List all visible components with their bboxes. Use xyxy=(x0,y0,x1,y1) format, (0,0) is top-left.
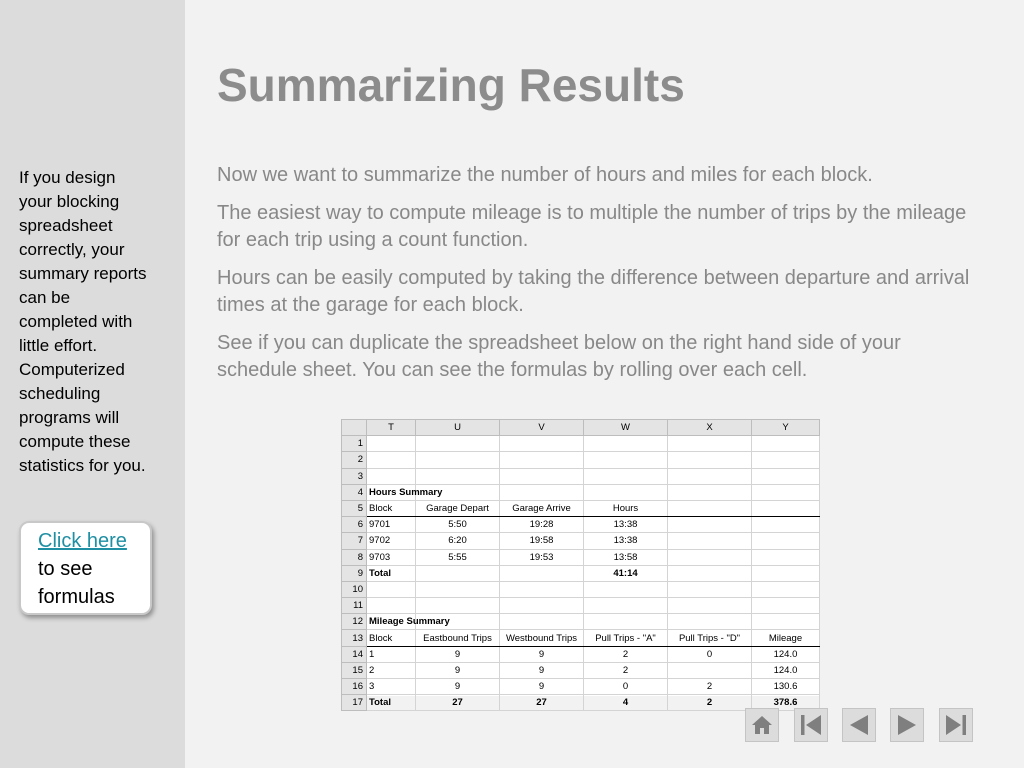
table-cell xyxy=(668,484,752,500)
table-cell xyxy=(367,452,416,468)
table-cell: 9701 xyxy=(367,517,416,533)
table-cell: 0 xyxy=(584,679,668,695)
table-cell: 2 xyxy=(584,646,668,662)
table-row xyxy=(342,581,820,597)
table-cell: 1 xyxy=(367,646,416,662)
table-cell: 9 xyxy=(500,646,584,662)
row-number: 17 xyxy=(342,695,367,711)
table-row xyxy=(342,484,820,500)
spreadsheet-image xyxy=(341,419,819,709)
nav-last-button[interactable] xyxy=(939,708,973,742)
table-cell xyxy=(668,598,752,614)
column-header: T xyxy=(367,420,416,436)
paragraph: See if you can duplicate the spreadsheet below on the right hand side of your schedule sheet. You can see the formulas by rolling over each cell. xyxy=(217,332,901,381)
table-row xyxy=(342,500,820,516)
formulas-callout xyxy=(19,521,152,615)
table-cell: Block xyxy=(367,500,416,516)
table-cell: Hours xyxy=(584,500,668,516)
table-cell xyxy=(752,581,820,597)
nav-next-button[interactable] xyxy=(890,708,924,742)
table-cell: Mileage xyxy=(752,630,820,646)
row-number: 12 xyxy=(342,614,367,630)
table-cell: 13:38 xyxy=(584,533,668,549)
row-number: 6 xyxy=(342,517,367,533)
column-header: Y xyxy=(752,420,820,436)
table-cell: 6:20 xyxy=(416,533,500,549)
table-cell xyxy=(752,598,820,614)
table-cell: Mileage Summary xyxy=(367,614,416,630)
row-number: 14 xyxy=(342,646,367,662)
spreadsheet-body xyxy=(342,436,820,711)
table-cell xyxy=(367,598,416,614)
table-cell xyxy=(668,533,752,549)
table-cell xyxy=(668,468,752,484)
table-cell: 41:14 xyxy=(584,565,668,581)
table-cell: 9702 xyxy=(367,533,416,549)
body-text xyxy=(217,162,977,395)
table-cell xyxy=(668,452,752,468)
table-cell: 5:55 xyxy=(416,549,500,565)
table-cell xyxy=(500,484,584,500)
table-cell xyxy=(752,452,820,468)
row-number: 9 xyxy=(342,565,367,581)
table-cell: Pull Trips - "D" xyxy=(668,630,752,646)
table-cell xyxy=(500,468,584,484)
table-cell: 9703 xyxy=(367,549,416,565)
nav-previous-button[interactable] xyxy=(842,708,876,742)
table-cell: Total xyxy=(367,695,416,711)
table-row xyxy=(342,598,820,614)
table-cell xyxy=(752,565,820,581)
table-cell: 9 xyxy=(500,679,584,695)
table-cell: 19:53 xyxy=(500,549,584,565)
table-cell: 3 xyxy=(367,679,416,695)
table-cell xyxy=(416,452,500,468)
table-cell: 5:50 xyxy=(416,517,500,533)
row-number: 8 xyxy=(342,549,367,565)
table-cell: 124.0 xyxy=(752,646,820,662)
paragraph: The easiest way to compute mileage is to multiple the number of trips by the mileage for each trip using a count function. xyxy=(217,202,967,251)
table-cell xyxy=(668,565,752,581)
table-cell: 19:58 xyxy=(500,533,584,549)
table-row xyxy=(342,646,820,662)
table-cell xyxy=(668,549,752,565)
row-number: 10 xyxy=(342,581,367,597)
row-number: 16 xyxy=(342,679,367,695)
table-row xyxy=(342,614,820,630)
table-cell xyxy=(752,436,820,452)
click-here-link[interactable]: Click here xyxy=(38,530,127,552)
table-cell: Block xyxy=(367,630,416,646)
table-cell xyxy=(584,452,668,468)
table-cell xyxy=(584,436,668,452)
table-cell: 378.6 xyxy=(752,695,820,711)
table-cell xyxy=(668,581,752,597)
row-number: 3 xyxy=(342,468,367,484)
table-cell xyxy=(752,517,820,533)
table-cell: Westbound Trips xyxy=(500,630,584,646)
click-here-suffix: to see formulas xyxy=(38,558,115,608)
table-cell xyxy=(668,436,752,452)
table-cell xyxy=(367,581,416,597)
row-number: 1 xyxy=(342,436,367,452)
table-cell xyxy=(584,484,668,500)
table-cell: Eastbound Trips xyxy=(416,630,500,646)
column-header: V xyxy=(500,420,584,436)
row-number: 11 xyxy=(342,598,367,614)
table-cell: 2 xyxy=(668,695,752,711)
nav-home-button[interactable] xyxy=(745,708,779,742)
table-cell: 27 xyxy=(416,695,500,711)
table-row xyxy=(342,533,820,549)
table-row xyxy=(342,630,820,646)
home-icon xyxy=(746,709,778,741)
table-cell: 2 xyxy=(584,662,668,678)
table-cell xyxy=(500,436,584,452)
table-cell: Garage Arrive xyxy=(500,500,584,516)
table-cell xyxy=(416,436,500,452)
table-cell xyxy=(367,468,416,484)
table-cell: 13:38 xyxy=(584,517,668,533)
nav-first-button[interactable] xyxy=(794,708,828,742)
table-cell xyxy=(752,500,820,516)
sidebar xyxy=(0,0,185,768)
table-row xyxy=(342,565,820,581)
table-cell xyxy=(500,565,584,581)
corner-cell xyxy=(342,420,367,436)
table-cell: 124.0 xyxy=(752,662,820,678)
table-row xyxy=(342,436,820,452)
table-cell: 130.6 xyxy=(752,679,820,695)
row-number: 2 xyxy=(342,452,367,468)
table-cell xyxy=(668,500,752,516)
table-cell xyxy=(668,614,752,630)
table-row xyxy=(342,452,820,468)
paragraph: Now we want to summarize the number of hours and miles for each block. xyxy=(217,164,873,186)
page-title: Summarizing Results xyxy=(217,59,685,111)
table-cell xyxy=(500,452,584,468)
row-number: 5 xyxy=(342,500,367,516)
table-cell xyxy=(416,598,500,614)
table-cell xyxy=(367,436,416,452)
next-icon xyxy=(891,709,923,741)
row-number: 13 xyxy=(342,630,367,646)
table-cell xyxy=(584,598,668,614)
column-header: X xyxy=(668,420,752,436)
table-cell xyxy=(500,598,584,614)
last-slide-icon xyxy=(940,709,972,741)
column-header: U xyxy=(416,420,500,436)
table-cell: 0 xyxy=(668,646,752,662)
table-cell xyxy=(752,614,820,630)
table-cell: 4 xyxy=(584,695,668,711)
table-row xyxy=(342,662,820,678)
table-row xyxy=(342,549,820,565)
table-row xyxy=(342,517,820,533)
table-cell: 19:28 xyxy=(500,517,584,533)
table-cell xyxy=(416,468,500,484)
table-row xyxy=(342,468,820,484)
table-cell: Pull Trips - "A" xyxy=(584,630,668,646)
table-cell xyxy=(584,614,668,630)
table-cell: Garage Depart xyxy=(416,500,500,516)
row-number: 7 xyxy=(342,533,367,549)
table-cell: 9 xyxy=(500,662,584,678)
row-number: 15 xyxy=(342,662,367,678)
paragraph: Hours can be easily computed by taking the difference between departure and arrival times at the garage for each block. xyxy=(217,267,970,316)
table-cell xyxy=(752,484,820,500)
table-cell: 2 xyxy=(367,662,416,678)
first-slide-icon xyxy=(795,709,827,741)
table-cell: 2 xyxy=(668,679,752,695)
table-cell: Total xyxy=(367,565,416,581)
table-cell xyxy=(668,517,752,533)
table-cell: 13:58 xyxy=(584,549,668,565)
table-cell xyxy=(584,468,668,484)
table-cell xyxy=(584,581,668,597)
column-header-row xyxy=(342,420,820,436)
table-cell: 9 xyxy=(416,662,500,678)
table-cell xyxy=(752,533,820,549)
table-row xyxy=(342,679,820,695)
table-cell xyxy=(668,662,752,678)
table-cell xyxy=(752,468,820,484)
row-number: 4 xyxy=(342,484,367,500)
column-header: W xyxy=(584,420,668,436)
table-cell: 9 xyxy=(416,646,500,662)
table-cell xyxy=(500,581,584,597)
previous-icon xyxy=(843,709,875,741)
table-cell: Hours Summary xyxy=(367,484,416,500)
spreadsheet xyxy=(341,419,820,711)
table-cell xyxy=(752,549,820,565)
table-cell xyxy=(500,614,584,630)
table-cell xyxy=(416,581,500,597)
table-cell: 9 xyxy=(416,679,500,695)
table-cell xyxy=(416,565,500,581)
sidebar-note: If you design your blocking spreadsheet correctly, your summary reports can be completed with little effort. Computerized scheduling programs will compute these statistics for you. xyxy=(19,168,147,475)
table-cell: 27 xyxy=(500,695,584,711)
